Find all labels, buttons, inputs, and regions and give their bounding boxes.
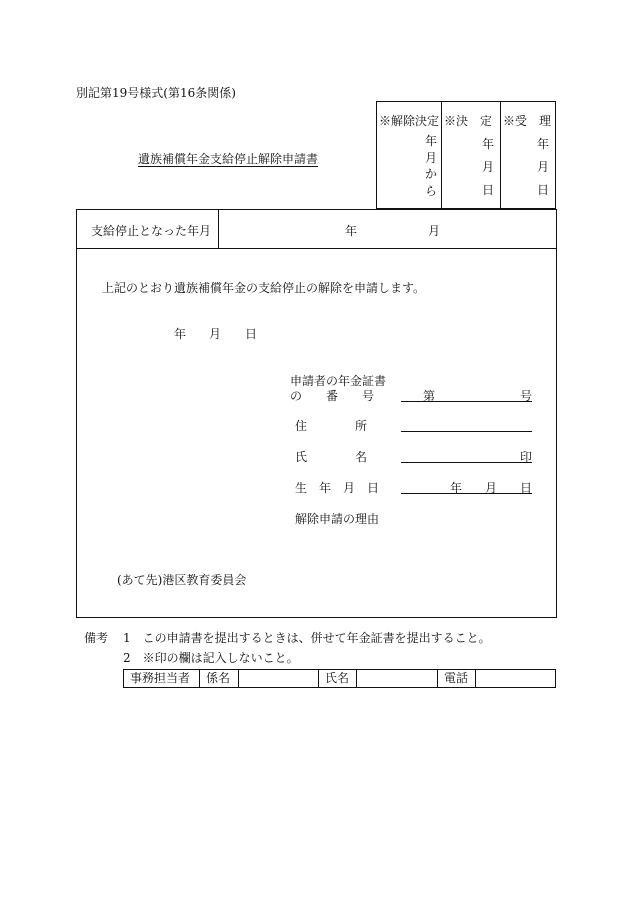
decision-column	[442, 102, 501, 208]
name-label-table: 氏名	[319, 670, 357, 687]
receipt-header: ※受 理	[503, 114, 552, 128]
receipt-column	[501, 102, 555, 208]
char: 年	[536, 137, 549, 151]
name-field[interactable]	[401, 462, 532, 463]
decision-cancel-header: ※解除決定	[379, 114, 440, 128]
notes-label: 備考	[84, 631, 109, 645]
decision-cancel-column	[377, 102, 442, 208]
cert-suffix: 号	[520, 389, 533, 403]
staff-table	[123, 669, 556, 688]
birth-month: 月	[485, 481, 498, 495]
document-title: 遺族補償年金支給停止解除申請書	[138, 152, 319, 166]
birth-date-field[interactable]	[401, 493, 532, 494]
suspension-row	[77, 210, 556, 249]
name-label: 氏 名	[295, 450, 368, 464]
birth-label: 生 年 月 日	[295, 481, 380, 495]
office-use-box	[376, 101, 556, 209]
form-number: 別記第19号様式(第16条関係)	[76, 86, 236, 100]
birth-year: 年	[450, 481, 463, 495]
addressee: (あて先)港区教育委員会	[117, 573, 247, 587]
staff-name-field[interactable]	[357, 670, 438, 687]
char: 日	[481, 183, 494, 197]
suspension-month-field[interactable]: 月	[428, 224, 441, 238]
char: 月	[481, 160, 494, 174]
suspension-label: 支給停止となった年月	[91, 224, 212, 238]
statement: 上記のとおり遺族補償年金の支給停止の解除を申請します。	[102, 281, 426, 295]
char: 年	[481, 137, 494, 151]
divider	[218, 210, 219, 248]
char: 月	[424, 150, 437, 165]
main-form-box	[76, 209, 557, 618]
position-field[interactable]	[239, 670, 319, 687]
staff-label: 事務担当者	[124, 670, 200, 687]
position-label: 係名	[200, 670, 239, 687]
cert-label-2: の 番 号	[290, 389, 375, 403]
char: 月	[536, 160, 549, 174]
receipt-chars	[537, 133, 549, 202]
birth-day: 日	[520, 481, 533, 495]
cert-number-field[interactable]	[401, 401, 532, 402]
cert-label-1: 申請者の年金証書	[290, 374, 387, 388]
decision-cancel-chars	[425, 133, 437, 199]
phone-field[interactable]	[476, 670, 555, 687]
address-label: 住 所	[295, 419, 368, 433]
date-year[interactable]: 年	[174, 327, 187, 341]
char: 年	[424, 134, 437, 148]
char: か	[424, 167, 437, 181]
date-day[interactable]: 日	[245, 327, 258, 341]
suspension-year-field[interactable]: 年	[345, 224, 358, 238]
phone-label: 電話	[438, 670, 476, 687]
char: ら	[424, 183, 437, 198]
cert-prefix: 第	[423, 389, 436, 403]
decision-header: ※決 定	[444, 114, 493, 128]
note-item: 2 ※印の欄は記入しないこと。	[123, 651, 299, 665]
reason-label: 解除申請の理由	[295, 512, 380, 526]
char: 日	[536, 183, 549, 197]
seal-mark: 印	[520, 450, 533, 464]
address-field[interactable]	[401, 431, 532, 432]
decision-chars	[482, 133, 494, 202]
note-item: 1 この申請書を提出するときは、併せて年金証書を提出すること。	[123, 631, 491, 645]
date-month[interactable]: 月	[209, 327, 222, 341]
